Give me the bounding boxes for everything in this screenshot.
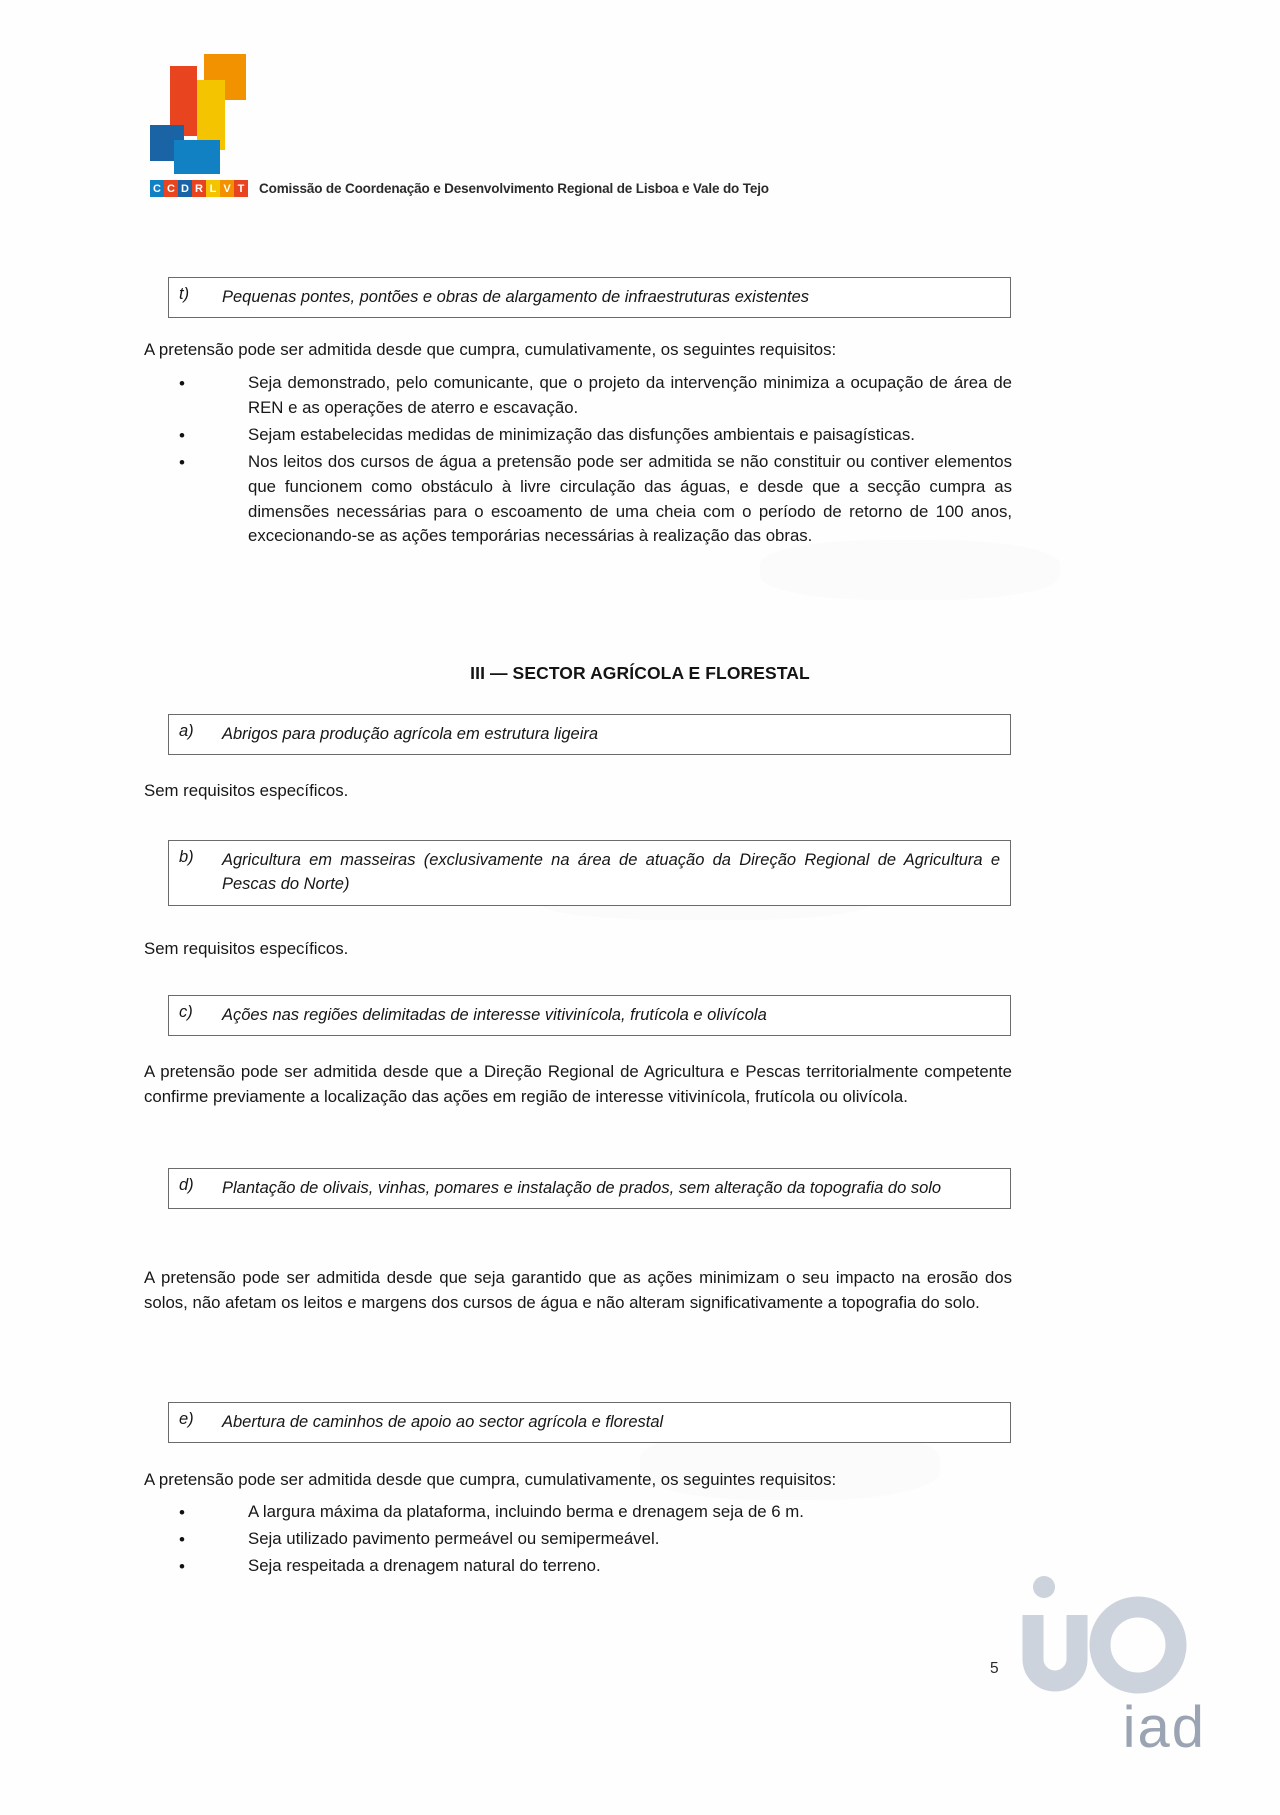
- item-marker-e: e): [179, 1410, 194, 1428]
- boxed-item-e: [168, 1402, 1011, 1443]
- boxed-item-d: [168, 1168, 1011, 1209]
- iad-watermark-logo: [1022, 1573, 1212, 1763]
- ccdrlvt-logo-icon: [150, 52, 270, 162]
- item-marker-d: d): [179, 1176, 194, 1194]
- badge-letter-2: D: [178, 180, 192, 197]
- list-item: [144, 1527, 1012, 1552]
- badge-letter-3: R: [192, 180, 206, 197]
- ccdrlvt-badge: [150, 180, 248, 197]
- list-item: [144, 1554, 1012, 1579]
- paragraph-c: A pretensão pode ser admitida desde que a Direção Regional de Agricultura e Pescas territorialmente competente confirme previamente a localização das ações em região de interesse vitivinícola, frutícola ou olivícola.: [144, 1062, 1012, 1106]
- boxed-item-b: [168, 840, 1011, 906]
- item-text-c: Ações nas regiões delimitadas de interesse vitivinícola, frutícola e olivícola: [222, 1006, 767, 1024]
- list-item-text: Sejam estabelecidas medidas de minimização das disfunções ambientais e paisagísticas.: [248, 424, 915, 444]
- list-item-text: Nos leitos dos cursos de água a pretensão pode ser admitida se não constituir ou contiver elementos que funcionem como obstáculo à livre circulação das águas, e desde que a secção cumpra as dimensões necessárias para o escoamento de uma cheia com o período de retorno de 100 anos, excecionando-se as ações temporárias necessárias à realização das obras.: [248, 451, 1012, 546]
- list-item-text: A largura máxima da plataforma, incluindo berma e drenagem seja de 6 m.: [248, 1502, 804, 1521]
- item-text-d: Plantação de olivais, vinhas, pomares e instalação de prados, sem alteração da topografia do solo: [222, 1179, 942, 1197]
- no-requirements-a: Sem requisitos específicos.: [144, 781, 349, 800]
- paragraph-d: A pretensão pode ser admitida desde que seja garantido que as ações minimizam o seu impacto na erosão dos solos, não afetam os leitos e margens dos cursos de água e não alteram significativamente a topografia do solo.: [144, 1268, 1012, 1312]
- item-marker-b: b): [179, 848, 194, 866]
- list-item: [144, 371, 1012, 421]
- list-item: [144, 450, 1012, 549]
- bullet-glyph-icon: •: [179, 1503, 185, 1522]
- list-item: [144, 1500, 1012, 1525]
- bullet-list-t: [144, 371, 1012, 551]
- bullet-glyph-icon: •: [179, 374, 185, 393]
- iad-watermark-text: iad: [1122, 1695, 1206, 1760]
- badge-letter-1: C: [164, 180, 178, 197]
- list-item-text: Seja demonstrado, pelo comunicante, que o projeto da intervenção minimiza a ocupação de área de REN e as operações de aterro e escavação.: [248, 373, 1012, 417]
- item-text-b: Agricultura em masseiras (exclusivamente na área de atuação da Direção Regional de Agricultura e Pescas do Norte): [222, 851, 1000, 894]
- iad-mark-icon: [1022, 1573, 1212, 1703]
- item-text-e: Abertura de caminhos de apoio ao sector agrícola e florestal: [222, 1413, 664, 1431]
- bullet-glyph-icon: •: [179, 1557, 185, 1577]
- list-item-text: Seja respeitada a drenagem natural do terreno.: [248, 1556, 601, 1576]
- bullet-list-e: [144, 1500, 1012, 1581]
- item-text-a: Abrigos para produção agrícola em estrutura ligeira: [222, 725, 599, 743]
- item-marker-c: c): [179, 1003, 193, 1021]
- bullet-glyph-icon: •: [179, 1530, 185, 1550]
- organization-name: Comissão de Coordenação e Desenvolvimento Regional de Lisboa e Vale do Tejo: [259, 181, 769, 196]
- bullet-glyph-icon: •: [179, 452, 185, 472]
- intro-paragraph-e: A pretensão pode ser admitida desde que cumpra, cumulativamente, os seguintes requisitos:: [144, 1470, 837, 1489]
- header-brandline: [150, 180, 769, 197]
- badge-letter-5: V: [220, 180, 234, 197]
- item-text-t: Pequenas pontes, pontões e obras de alargamento de infraestruturas existentes: [222, 288, 810, 306]
- boxed-item-t: [168, 277, 1011, 318]
- list-item: [144, 423, 1012, 448]
- bullet-glyph-icon: •: [179, 425, 185, 445]
- no-requirements-b: Sem requisitos específicos.: [144, 939, 349, 958]
- badge-letter-4: L: [206, 180, 220, 197]
- intro-paragraph-t: A pretensão pode ser admitida desde que cumpra, cumulativamente, os seguintes requisitos:: [144, 340, 837, 359]
- page-number: 5: [990, 1660, 999, 1677]
- list-item-text: Seja utilizado pavimento permeável ou semipermeável.: [248, 1529, 660, 1549]
- section-heading: III — SECTOR AGRÍCOLA E FLORESTAL: [470, 663, 810, 683]
- item-marker-t: t): [179, 285, 190, 303]
- document-header: [150, 52, 1050, 196]
- badge-letter-6: T: [234, 180, 248, 197]
- badge-letter-0: C: [150, 180, 164, 197]
- boxed-item-c: [168, 995, 1011, 1036]
- item-marker-a: a): [179, 722, 194, 740]
- boxed-item-a: [168, 714, 1011, 755]
